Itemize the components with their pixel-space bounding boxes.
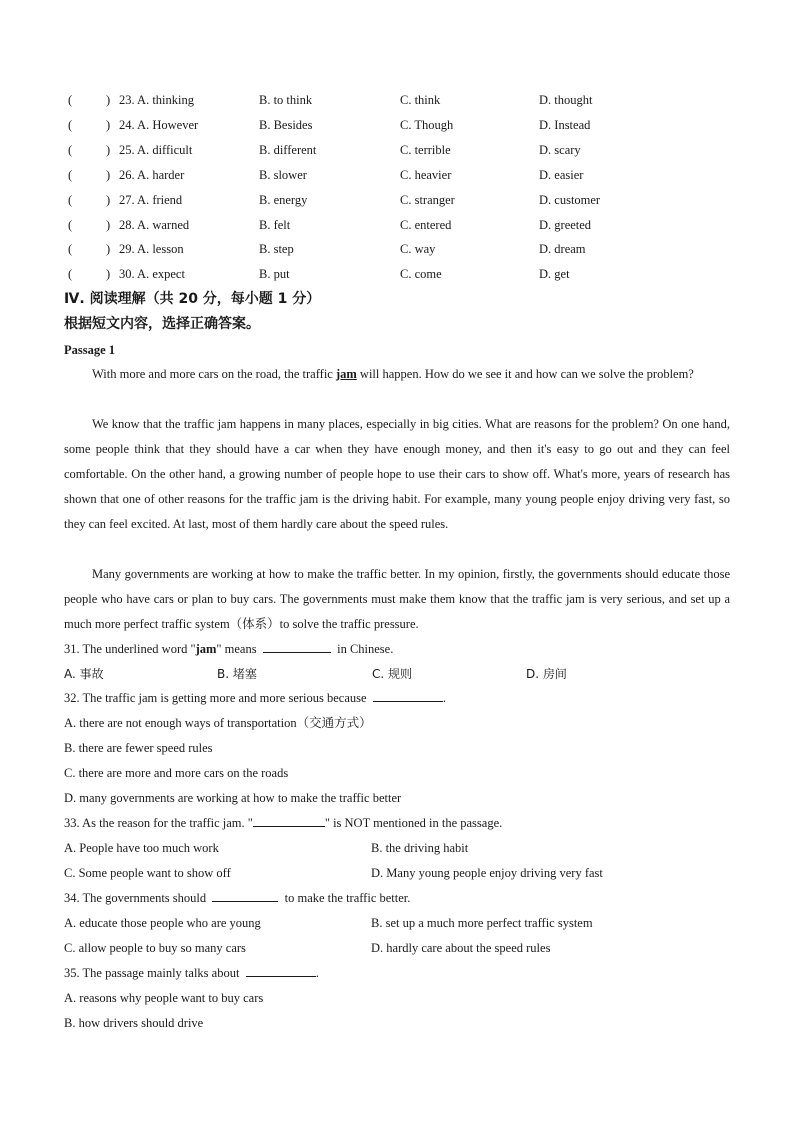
cloze-row (64, 239, 730, 259)
answer-paren-open: ( (68, 167, 73, 182)
answer-paren-close: ) (106, 192, 111, 207)
section-instruction: 根据短文内容，选择正确答案。 (64, 316, 260, 332)
option-c[interactable]: C. think (400, 93, 441, 107)
option-b[interactable]: B. to think (259, 93, 313, 107)
option-d[interactable]: D. scary (539, 142, 581, 157)
question-text: 34. The governments should (64, 891, 207, 905)
question-text: " means (216, 642, 257, 656)
option-b[interactable]: B. Besides (259, 117, 313, 132)
cloze-row (64, 90, 730, 110)
option-b[interactable]: B. energy (259, 192, 308, 207)
option-d[interactable]: D. Instead (539, 117, 591, 132)
option-a[interactable]: 26. A. harder (119, 167, 185, 182)
option-b[interactable]: B. set up a much more perfect traffic system (371, 916, 593, 930)
answer-paren-close: ) (106, 242, 111, 257)
option-a[interactable]: 25. A. difficult (119, 142, 193, 157)
option-a[interactable]: A. People have too much work (64, 841, 219, 855)
answer-paren-close: ) (106, 93, 111, 107)
option-a[interactable]: 23. A. thinking (119, 93, 195, 107)
question-text: in Chinese. (337, 642, 394, 656)
question-text: . (442, 691, 446, 705)
option-b[interactable]: B. slower (259, 167, 307, 182)
question-35-option-b[interactable]: B. how drivers should drive (64, 1016, 204, 1030)
question-32-option-a[interactable]: A. there are not enough ways of transportation（交通方式） (64, 716, 372, 730)
option-b[interactable]: B. the driving habit (371, 841, 469, 855)
option-d[interactable]: D. easier (539, 167, 584, 182)
option-c[interactable]: C. allow people to buy so many cars (64, 941, 246, 955)
question-text: 31. The underlined word " (64, 642, 196, 656)
option-b[interactable]: B. put (259, 267, 290, 282)
answer-blank[interactable] (246, 964, 316, 977)
option-d[interactable]: D. dream (539, 242, 586, 257)
option-c[interactable]: C. 规则 (372, 667, 413, 681)
answer-paren-close: ) (106, 217, 111, 232)
option-a[interactable]: A. 事故 (64, 667, 104, 681)
option-a[interactable]: 28. A. warned (119, 217, 190, 232)
answer-paren-close: ) (106, 167, 111, 182)
option-c[interactable]: C. Though (400, 117, 454, 132)
answer-paren-open: ( (68, 93, 73, 107)
cloze-row (64, 264, 730, 284)
question-34 (64, 888, 410, 908)
question-32-option-c[interactable]: C. there are more and more cars on the roads (64, 766, 289, 780)
passage-paragraph-2: We know that the traffic jam happens in many places, especially in big cities. What are reasons for the problem? On one hand, some people think that they should have a car when they have enough money, and then it's easy to go out and they can feel comfortable. On the other hand, a growing number of people hope to use their cars to show off. What's more, years of research has shown that one of other reasons for the traffic jam is the driving habit. For example, many young people enjoy driving very fast, so they can feel excited. At last, most of them hardly care about the speed rules. (64, 417, 730, 531)
option-a[interactable]: A. educate those people who are young (64, 916, 261, 930)
question-32-option-d[interactable]: D. many governments are working at how to make the traffic better (64, 791, 402, 805)
option-d[interactable]: D. get (539, 267, 570, 282)
answer-blank[interactable] (212, 889, 278, 902)
option-c[interactable]: C. Some people want to show off (64, 866, 231, 880)
option-b[interactable]: B. different (259, 142, 317, 157)
answer-blank[interactable] (373, 689, 443, 702)
option-a[interactable]: 30. A. expect (119, 267, 185, 282)
question-keyword: jam (195, 642, 217, 656)
answer-paren-open: ( (68, 242, 73, 257)
option-c[interactable]: C. way (400, 242, 436, 257)
question-text: 32. The traffic jam is getting more and more serious because (64, 691, 367, 705)
question-text: 33. As the reason for the traffic jam. " (64, 816, 253, 830)
option-c[interactable]: C. heavier (400, 167, 452, 182)
option-b[interactable]: B. felt (259, 217, 291, 232)
underlined-word: jam (335, 367, 357, 381)
answer-blank[interactable] (263, 640, 331, 653)
question-text: 35. The passage mainly talks about (64, 966, 240, 980)
option-d[interactable]: D. thought (539, 93, 593, 107)
cloze-row (64, 165, 730, 185)
cloze-row (64, 140, 730, 160)
passage-paragraph-1 (64, 362, 730, 387)
answer-blank[interactable] (253, 814, 325, 827)
option-d[interactable]: D. hardly care about the speed rules (371, 941, 551, 955)
question-35 (64, 963, 319, 983)
cloze-row (64, 115, 730, 135)
option-b[interactable]: B. 堵塞 (217, 667, 257, 681)
option-c[interactable]: C. entered (400, 217, 452, 232)
passage-title: Passage 1 (64, 343, 116, 357)
answer-paren-open: ( (68, 117, 73, 132)
answer-paren-open: ( (68, 217, 73, 232)
answer-paren-close: ) (106, 142, 111, 157)
question-text: to make the traffic better. (284, 891, 411, 905)
passage-text: will happen. How do we see it and how can we solve the problem? (356, 367, 694, 381)
option-a[interactable]: 27. A. friend (119, 192, 183, 207)
option-d[interactable]: D. customer (539, 192, 601, 207)
answer-paren-open: ( (68, 192, 73, 207)
section-title: Ⅳ. 阅读理解（共 20 分，每小题 1 分） (64, 291, 321, 307)
question-text: . (315, 966, 319, 980)
passage-text: With more and more cars on the road, the traffic (92, 367, 336, 381)
answer-paren-close: ) (106, 117, 111, 132)
question-33 (64, 813, 502, 833)
question-32 (64, 688, 446, 708)
question-31 (64, 639, 393, 659)
option-d[interactable]: D. 房间 (526, 667, 567, 681)
answer-paren-open: ( (68, 142, 73, 157)
answer-paren-close: ) (106, 267, 111, 282)
option-c[interactable]: C. come (400, 267, 442, 282)
cloze-row (64, 215, 730, 235)
passage-paragraph-3: Many governments are working at how to make the traffic better. In my opinion, firstly, the governments should educate those people who have cars or plan to buy cars. The governments must make them know that the traffic jam is very serious, and set up a much more perfect traffic system（体系）to solve the traffic pressure. (64, 567, 730, 631)
option-b[interactable]: B. step (259, 242, 294, 257)
option-c[interactable]: C. stranger (400, 192, 455, 207)
option-c[interactable]: C. terrible (400, 142, 451, 157)
cloze-row (64, 190, 730, 210)
answer-paren-open: ( (68, 267, 73, 282)
option-d[interactable]: D. Many young people enjoy driving very fast (371, 866, 603, 880)
option-a[interactable]: 24. A. However (119, 117, 199, 132)
question-35-option-a[interactable]: A. reasons why people want to buy cars (64, 991, 264, 1005)
question-32-option-b[interactable]: B. there are fewer speed rules (64, 741, 213, 755)
question-text: " is NOT mentioned in the passage. (324, 816, 503, 830)
option-a[interactable]: 29. A. lesson (119, 242, 184, 257)
option-d[interactable]: D. greeted (539, 217, 592, 232)
